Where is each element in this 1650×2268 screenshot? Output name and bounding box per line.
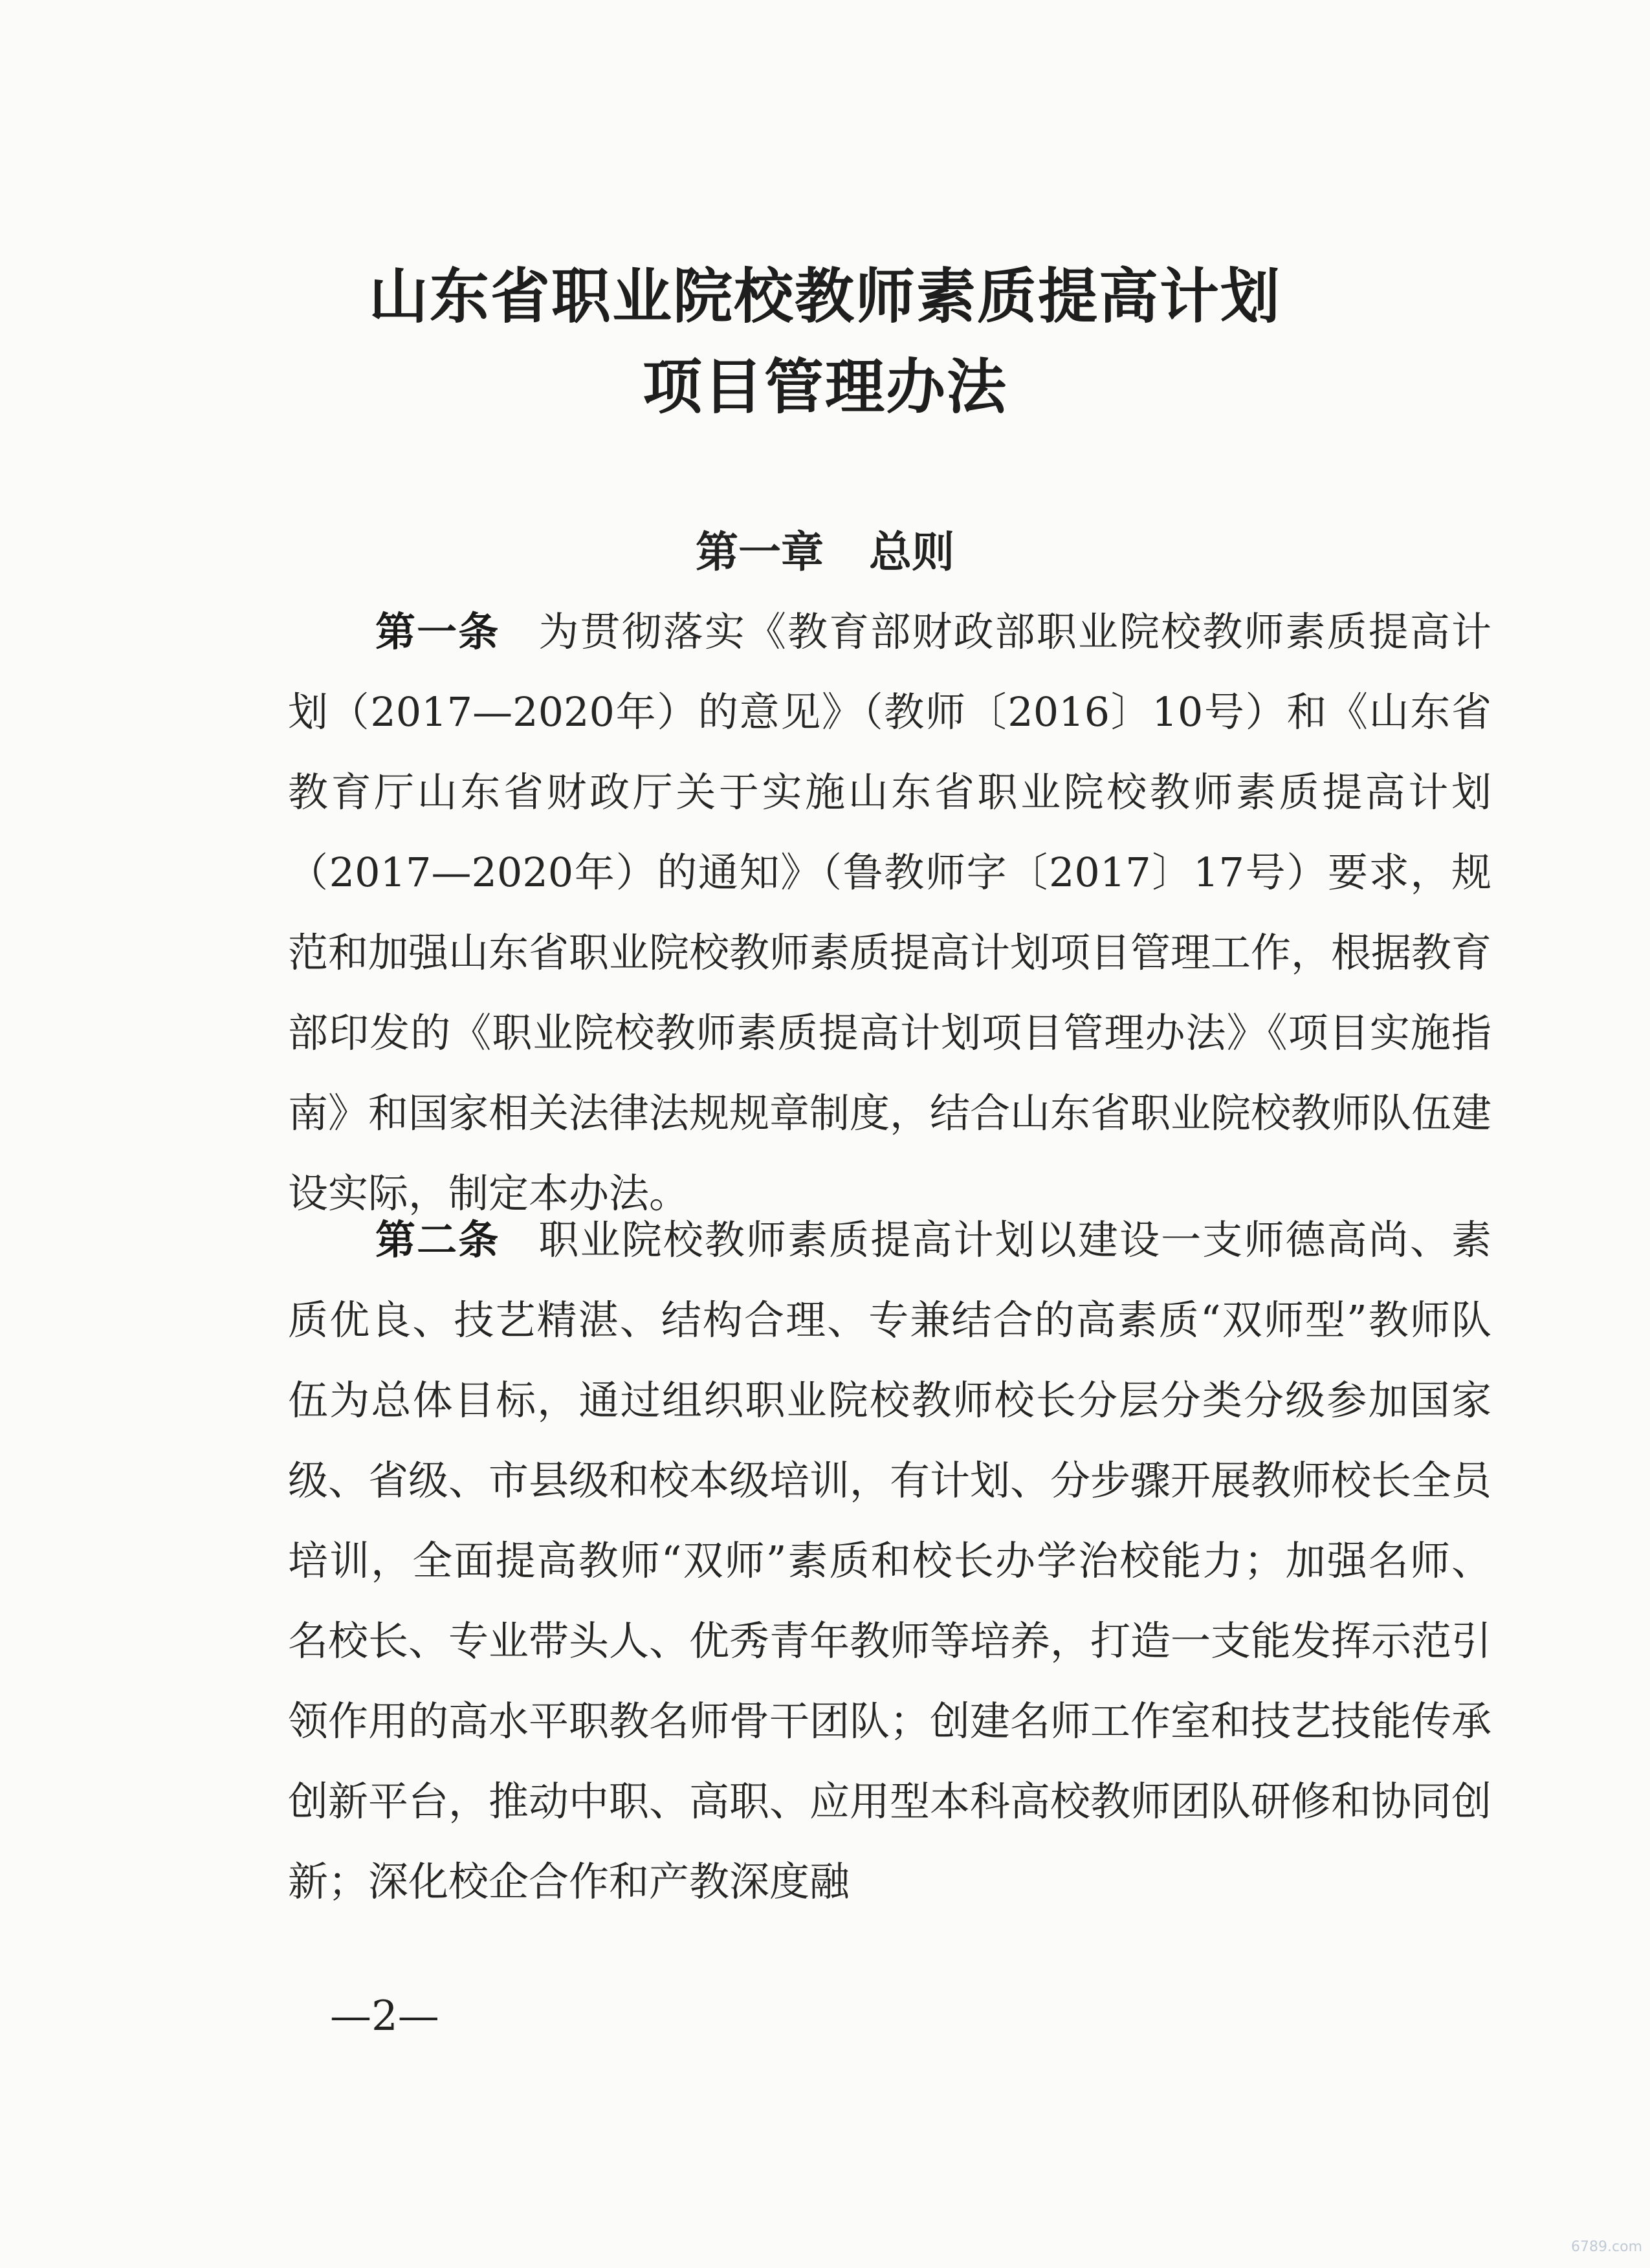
article-1-label: 第一条	[375, 608, 500, 655]
article-2-label: 第二条	[375, 1216, 500, 1263]
chapter-name: 总则	[869, 527, 954, 577]
document-title-line1: 山东省职业院校教师素质提高计划	[368, 262, 1281, 331]
site-watermark: 6789.com	[1571, 2239, 1642, 2255]
article-1-paragraph	[288, 592, 1491, 1234]
page-number: —2—	[330, 1992, 439, 2040]
chapter-number: 第一章	[696, 527, 824, 577]
article-2-paragraph	[288, 1200, 1491, 1922]
article-1-text: 为贯彻落实《教育部财政部职业院校教师素质提高计划（2017—2020年）的意见》（教师〔2016〕10号）和《山东省教育厅山东省财政厅关于实施山东省职业院校教师素质提高计划（2017—2020年）的通知》（鲁教师字〔2017〕17号）要求，规范和加强山东省职业院校教师素质提高计划项目管理工作，根据教育部印发的《职业院校教师素质提高计划项目管理办法》《项目实施指南》和国家相关法律法规规章制度，结合山东省职业院校教师队伍建设实际，制定本办法。	[288, 608, 1492, 1217]
document-title-line2: 项目管理办法	[642, 353, 1007, 422]
article-2-text: 职业院校教师素质提高计划以建设一支师德高尚、素质优良、技艺精湛、结构合理、专兼结合的高素质“双师型”教师队伍为总体目标，通过组织职业院校教师校长分层分类分级参加国家级、省级、市县级和校本级培训，有计划、分步骤开展教师校长全员培训，全面提高教师“双师”素质和校长办学治校能力；加强名师、名校长、专业带头人、优秀青年教师等培养，打造一支能发挥示范引领作用的高水平职教名师骨干团队；创建名师工作室和技艺技能传承创新平台，推动中职、高职、应用型本科高校教师团队研修和协同创新；深化校企合作和产教深度融	[288, 1216, 1492, 1905]
chapter-heading	[0, 518, 1650, 579]
